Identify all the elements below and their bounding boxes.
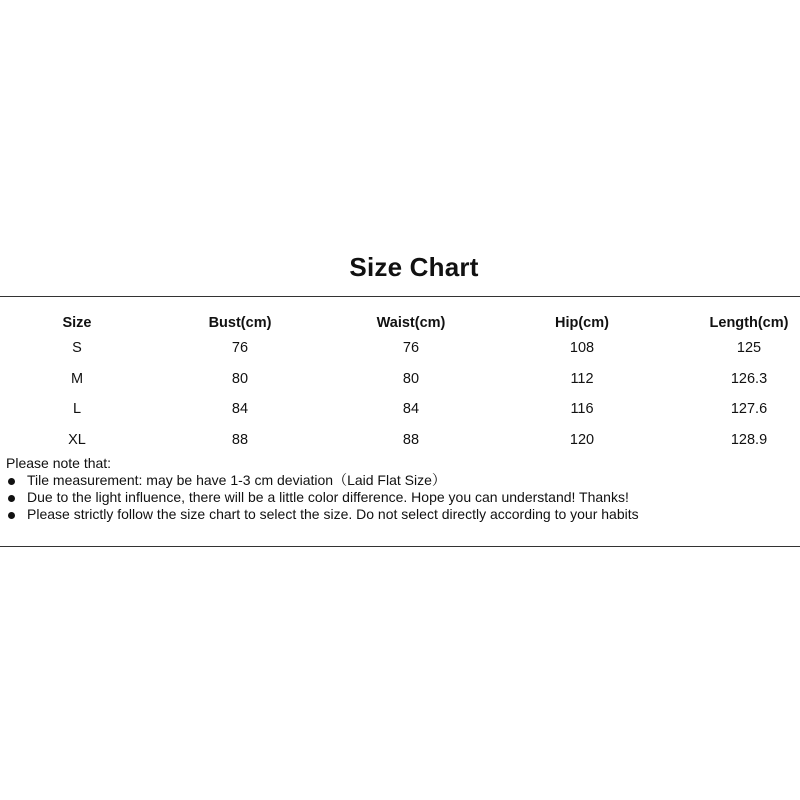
- table-cell-waist: 76: [402, 340, 420, 356]
- table-cell-hip: 116: [570, 401, 594, 417]
- notes-intro: Please note that:: [6, 455, 112, 471]
- table-cell-length: 125: [736, 340, 762, 356]
- table-cell-length: 127.6: [730, 401, 768, 417]
- table-cell-bust: 76: [231, 340, 249, 356]
- note-item: [6, 472, 639, 489]
- table-cell-bust: 84: [231, 401, 249, 417]
- table-cell-waist: 84: [402, 401, 420, 417]
- column-header-bust: Bust(cm): [208, 315, 272, 331]
- top-divider: [0, 296, 800, 297]
- table-cell-length: 128.9: [730, 432, 768, 448]
- table-cell-hip: 112: [570, 371, 594, 387]
- table-cell-size: M: [70, 371, 84, 387]
- table-cell-length: 126.3: [730, 371, 768, 387]
- column-header-waist: Waist(cm): [376, 315, 446, 331]
- note-text: Please strictly follow the size chart to select the size. Do not select directly according to your habits: [27, 506, 639, 522]
- table-cell-bust: 88: [231, 432, 249, 448]
- table-cell-size: XL: [68, 432, 86, 448]
- table-cell-size: L: [72, 401, 82, 417]
- bullet-icon: [8, 512, 15, 519]
- size-chart-title: Size Chart: [349, 252, 479, 282]
- bullet-icon: [8, 495, 15, 502]
- table-cell-hip: 120: [569, 432, 595, 448]
- table-cell-bust: 80: [231, 371, 249, 387]
- table-cell-waist: 88: [402, 432, 420, 448]
- bullet-icon: [8, 478, 15, 485]
- note-item: [6, 489, 639, 506]
- column-header-size: Size: [62, 315, 92, 331]
- bottom-divider: [0, 546, 800, 547]
- note-text: Due to the light influence, there will be a little color difference. Hope you can understand! Thanks!: [27, 489, 629, 505]
- column-header-length: Length(cm): [709, 315, 789, 331]
- note-item: [6, 506, 639, 523]
- column-header-hip: Hip(cm): [555, 315, 609, 331]
- note-text: Tile measurement: may be have 1-3 cm deviation（Laid Flat Size）: [27, 472, 446, 488]
- notes-section: [6, 455, 639, 523]
- table-cell-size: S: [72, 340, 82, 356]
- table-cell-hip: 108: [569, 340, 595, 356]
- table-cell-waist: 80: [402, 371, 420, 387]
